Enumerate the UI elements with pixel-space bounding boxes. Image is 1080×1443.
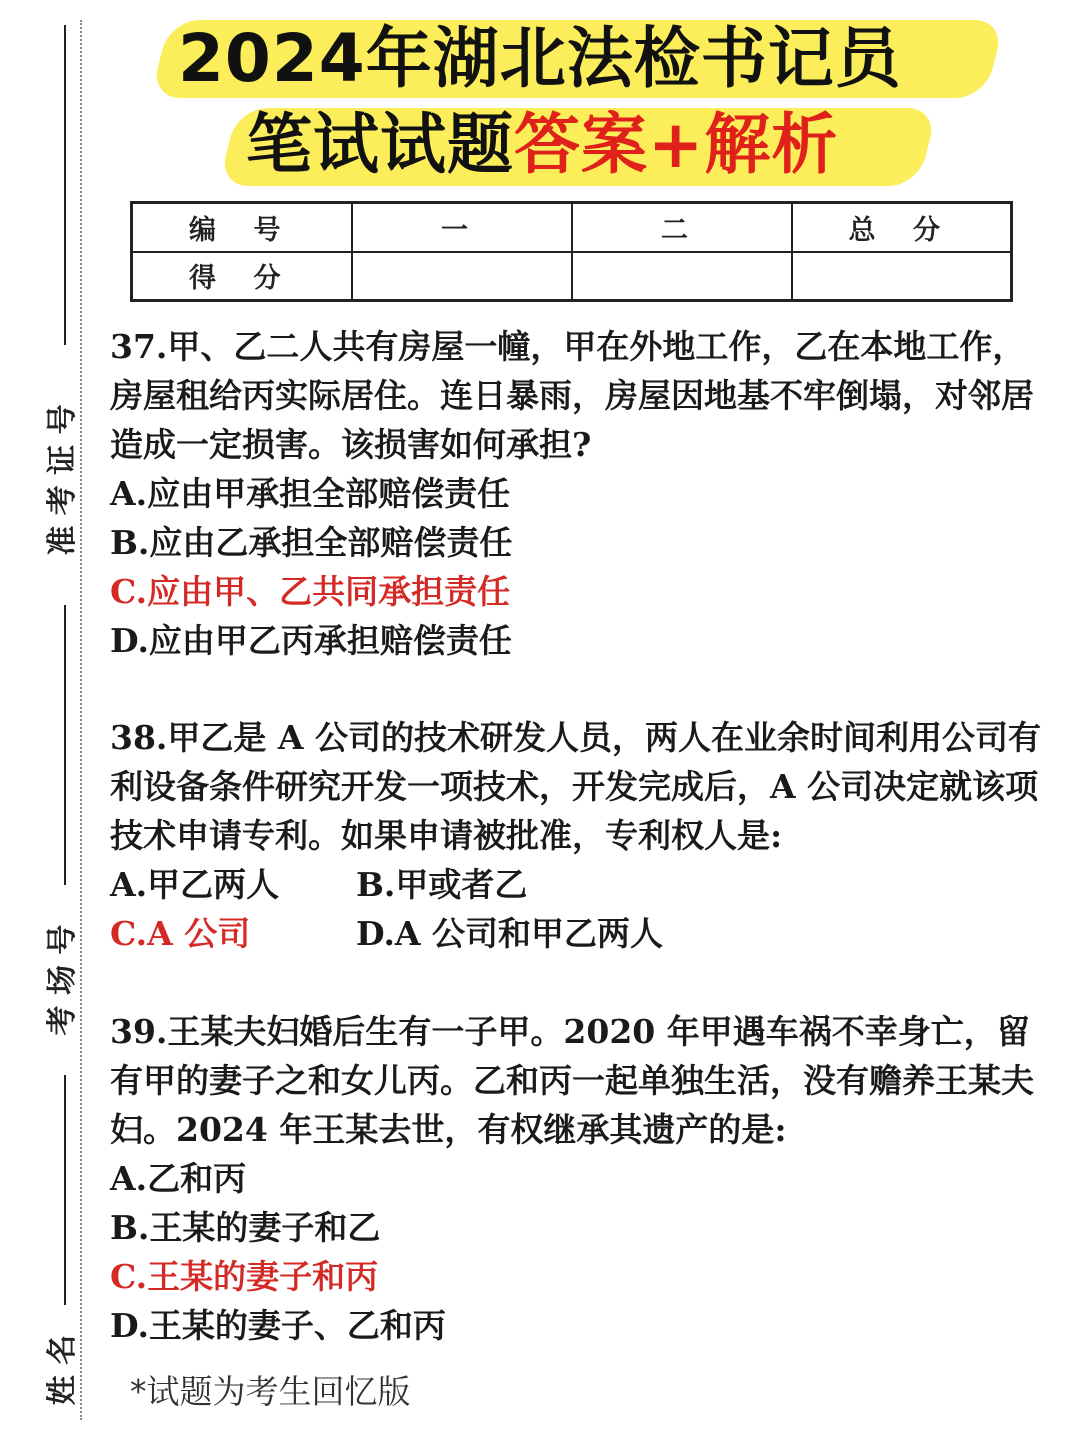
score-header-cell: 一: [352, 203, 572, 252]
margin-line: [64, 605, 66, 885]
option-a: A.应由甲承担全部赔偿责任: [110, 474, 511, 513]
option-a: A.甲乙两人: [110, 865, 280, 904]
option-d: D.应由甲乙丙承担赔偿责任: [110, 621, 512, 660]
exam-room-text: 考 场 号: [45, 924, 80, 1036]
title-black-part: 笔试试题: [246, 106, 514, 183]
exam-id-text: 准 考 证 号: [45, 404, 80, 556]
option-c-answer: C.应由甲、乙共同承担责任: [110, 572, 511, 611]
title-red-part: 答案+解析: [514, 106, 839, 183]
page-title-line1: 2024年湖北法检书记员: [178, 20, 902, 97]
options-row: [110, 909, 1055, 958]
page-title-line2: [246, 100, 838, 190]
option-d: D.王某的妻子、乙和丙: [110, 1306, 446, 1345]
margin-line: [64, 25, 66, 345]
margin-line: [64, 1075, 66, 1305]
name-label: [38, 1310, 88, 1405]
score-header-cell: 总 分: [792, 203, 1012, 252]
option-b: B.王某的妻子和乙: [110, 1208, 381, 1247]
option-b: B.甲或者乙: [356, 865, 528, 904]
question-text: 38.甲乙是 A 公司的技术研发人员，两人在业余时间利用公司有利设备条件研究开发一项技术，开发完成后，A 公司决定就该项技术申请专利。如果申请被批准，专利权人是:: [110, 718, 1041, 855]
score-table-header-row: [132, 203, 1012, 252]
score-value-cell: [792, 252, 1012, 301]
score-header-cell: 二: [572, 203, 792, 252]
score-table: [130, 201, 1013, 302]
option-c-answer: C.A 公司: [110, 914, 251, 953]
binding-dotted-line: [80, 20, 82, 1420]
question-39: [110, 1007, 1055, 1350]
question-38: [110, 713, 1055, 958]
option-a: A.乙和丙: [110, 1159, 247, 1198]
score-header-cell: 编 号: [132, 203, 352, 252]
option-b: B.应由乙承担全部赔偿责任: [110, 523, 513, 562]
option-d: D.A 公司和甲乙两人: [356, 914, 664, 953]
score-table-value-row: [132, 252, 1012, 301]
name-text: 姓 名: [45, 1334, 80, 1406]
score-value-cell: [572, 252, 792, 301]
question-text: 39.王某夫妇婚后生有一子甲。2020 年甲遇车祸不幸身亡，留有甲的妻子之和女儿丙。乙和丙一起单独生活，没有赡养王某夫妇。2024 年王某去世，有权继承其遗产的是:: [110, 1012, 1034, 1149]
score-row-label: 得 分: [132, 252, 352, 301]
exam-room-label: [38, 890, 88, 1036]
exam-id-label: [38, 350, 88, 556]
question-37: [110, 322, 1055, 665]
score-value-cell: [352, 252, 572, 301]
footnote: *试题为考生回忆版: [130, 1372, 411, 1411]
question-text: 37.甲、乙二人共有房屋一幢，甲在外地工作，乙在本地工作，房屋租给丙实际居住。连日暴雨，房屋因地基不牢倒塌，对邻居造成一定损害。该损害如何承担?: [110, 327, 1034, 464]
options-row: [110, 860, 1055, 909]
option-c-answer: C.王某的妻子和丙: [110, 1257, 379, 1296]
